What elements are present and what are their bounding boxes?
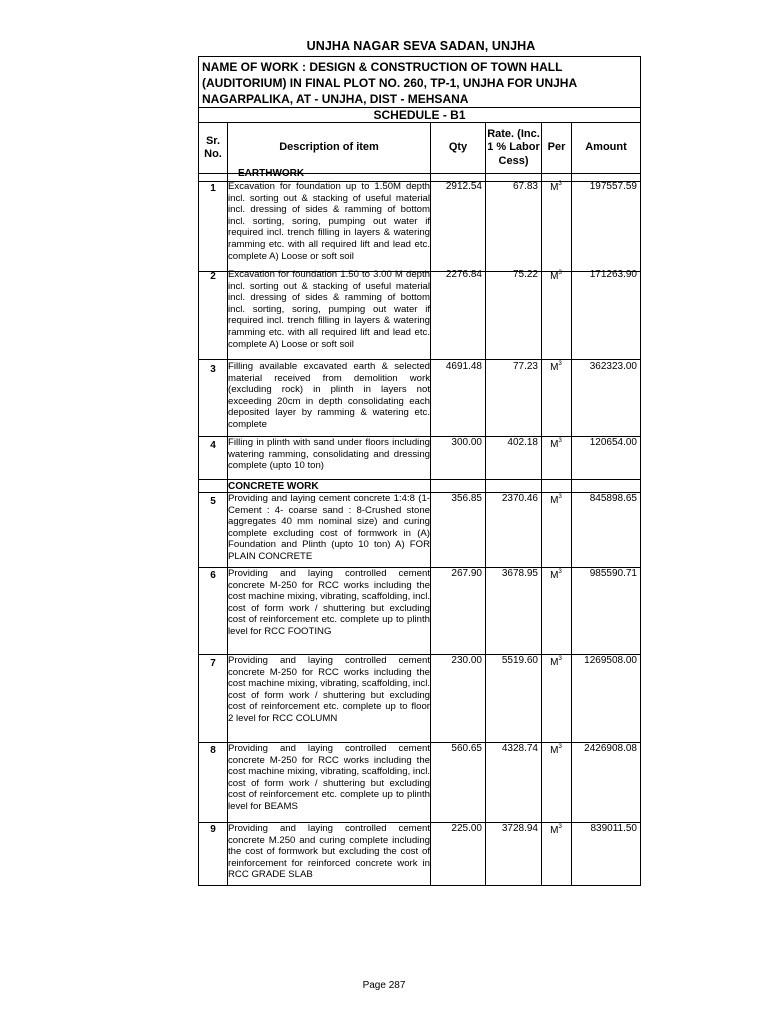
item-rate: 2370.46: [501, 493, 538, 504]
item-description: Providing and laying controlled cement concrete M-250 for RCC works including the cost machine mixing, vibrating, scaffolding, incl. cost of form work / shuttering but excluding cost of reinforcement etc. complete up to floor 2 level for RCC COLUMN: [228, 655, 430, 724]
unit-exponent: 3: [558, 744, 562, 750]
item-amount: 985590.71: [589, 568, 637, 579]
header-description: Description of item: [279, 141, 379, 154]
section-heading: EARTHWORK: [238, 168, 305, 179]
header-sr-no: Sr. No.: [204, 134, 222, 160]
column-divider: [571, 123, 572, 885]
unit-exponent: 3: [558, 181, 562, 187]
item-qty: 2276.84: [445, 269, 482, 280]
column-divider: [430, 123, 431, 885]
section-heading: CONCRETE WORK: [228, 481, 319, 492]
unit-label: M: [550, 439, 559, 450]
item-rate: 77.23: [512, 361, 538, 372]
unit-label: M: [550, 825, 559, 836]
item-rate: 75.22: [512, 269, 538, 280]
item-amount: 2426908.08: [584, 743, 637, 754]
item-sr-no: 9: [210, 824, 216, 835]
header-amount: Amount: [585, 141, 627, 154]
item-rate: 4328.74: [501, 743, 538, 754]
schedule-table: [198, 56, 641, 886]
item-qty: 356.85: [451, 493, 482, 504]
item-description: Excavation for foundation up to 1.50M depth incl. sorting out & stacking of useful material incl. dressing of sides & ramming of bottom incl. sorting, soring, pumping out water if required incl. trench filling in layers & watering ramming etc. with all required lift and lead etc. complete A) Loose or soft soil: [228, 181, 430, 262]
item-unit: [541, 271, 571, 282]
row-divider: [199, 359, 640, 360]
item-qty: 225.00: [451, 823, 482, 834]
item-unit: [541, 439, 571, 450]
unit-label: M: [550, 570, 559, 581]
item-amount: 120654.00: [589, 437, 637, 448]
item-qty: 267.90: [451, 568, 482, 579]
item-qty: 300.00: [451, 437, 482, 448]
item-rate: 5519.60: [501, 655, 538, 666]
unit-exponent: 3: [558, 361, 562, 367]
item-amount: 845898.65: [589, 493, 637, 504]
item-sr-no: 1: [210, 183, 216, 194]
item-sr-no: 8: [210, 745, 216, 756]
item-rate: 3678.95: [501, 568, 538, 579]
item-amount: 362323.00: [589, 361, 637, 372]
unit-label: M: [550, 495, 559, 506]
item-rate: 3728.94: [501, 823, 538, 834]
unit-exponent: 3: [558, 656, 562, 662]
unit-exponent: 3: [558, 270, 562, 276]
item-sr-no: 3: [210, 364, 216, 375]
item-qty: 4691.48: [445, 361, 482, 372]
item-unit: [541, 825, 571, 836]
item-rate: 402.18: [507, 437, 538, 448]
unit-label: M: [550, 657, 559, 668]
row-divider: [199, 479, 640, 480]
item-amount: 197557.59: [589, 181, 637, 192]
item-unit: [541, 362, 571, 373]
item-amount: 171263.90: [589, 269, 637, 280]
item-sr-no: 6: [210, 570, 216, 581]
unit-label: M: [550, 745, 559, 756]
item-unit: [541, 657, 571, 668]
item-description: Providing and laying controlled cement concrete M-250 for RCC works including the cost machine mixing, vibrating, scaffolding, incl. cost of form work / shuttering but excluding cost of reinforcement etc. complete up to plinth level for BEAMS: [228, 743, 430, 812]
header-per: Per: [547, 141, 566, 154]
item-amount: 1269508.00: [584, 655, 637, 666]
item-description: Filling available excavated earth & selected material received from demolition work (excluding rock) in plinth in layers not exceeding 20cm in depth consolidating each deposited layer by ramming & watering etc. complete: [228, 361, 430, 430]
item-sr-no: 2: [210, 271, 216, 282]
unit-label: M: [550, 362, 559, 373]
work-name: NAME OF WORK : DESIGN & CONSTRUCTION OF TOWN HALL (AUDITORIUM) IN FINAL PLOT NO. 260, TP-1, UNJHA FOR UNJHA NAGARPALIKA, AT - UNJHA, DIST - MEHSANA: [199, 57, 640, 108]
unit-label: M: [550, 271, 559, 282]
organization-title: UNJHA NAGAR SEVA SADAN, UNJHA: [306, 39, 536, 53]
item-amount: 839011.50: [590, 823, 637, 834]
item-qty: 2912.54: [445, 181, 482, 192]
column-divider: [485, 123, 486, 885]
item-unit: [541, 745, 571, 756]
header-rate: Rate. (Inc. 1 % Labor Cess): [487, 127, 540, 167]
item-description: Providing and laying controlled cement concrete M.250 and curing complete including the cost of formwork but excluding the cost of reinforcement for reinforced concrete work in RCC GRADE SLAB: [228, 823, 430, 881]
item-sr-no: 7: [210, 658, 216, 669]
header-qty: Qty: [448, 141, 468, 154]
unit-label: M: [550, 182, 559, 193]
unit-exponent: 3: [558, 494, 562, 500]
unit-exponent: 3: [558, 824, 562, 830]
item-description: Providing and laying cement concrete 1:4:8 (1-Cement : 4- coarse sand : 8-Crushed stone aggregates 40 mm nominal size) and curing complete excluding cost of formwork in (A) Foundation and Plinth (upto 10 ton) A) FOR PLAIN CONCRETE: [228, 493, 430, 562]
item-description: Filling in plinth with sand under floors including watering ramming, consolidating and dressing complete (upto 10 ton): [228, 437, 430, 472]
schedule-title: SCHEDULE - B1: [199, 108, 640, 123]
item-unit: [541, 182, 571, 193]
item-unit: [541, 495, 571, 506]
item-qty: 560.65: [451, 743, 482, 754]
item-sr-no: 5: [210, 496, 216, 507]
item-sr-no: 4: [210, 440, 216, 451]
item-description: Excavation for foundation 1.50 to 3.00 M depth incl. sorting out & stacking of useful material incl. dressing of sides & ramming of bottom incl. sorting, soring, pumping out water if required incl. trench filling in layers & watering ramming etc. with all required lift and lead etc. complete A) Loose or soft soil: [228, 269, 430, 350]
unit-exponent: 3: [558, 569, 562, 575]
page-number: Page 287: [362, 980, 406, 991]
item-qty: 230.00: [451, 655, 482, 666]
item-unit: [541, 570, 571, 581]
unit-exponent: 3: [558, 438, 562, 444]
item-description: Providing and laying controlled cement concrete M-250 for RCC works including the cost machine mixing, vibrating, scaffolding, incl. cost of form work / shuttering but excluding cost of reinforcement etc. complete up to plinth level for RCC FOOTING: [228, 568, 430, 637]
item-rate: 67.83: [512, 181, 538, 192]
